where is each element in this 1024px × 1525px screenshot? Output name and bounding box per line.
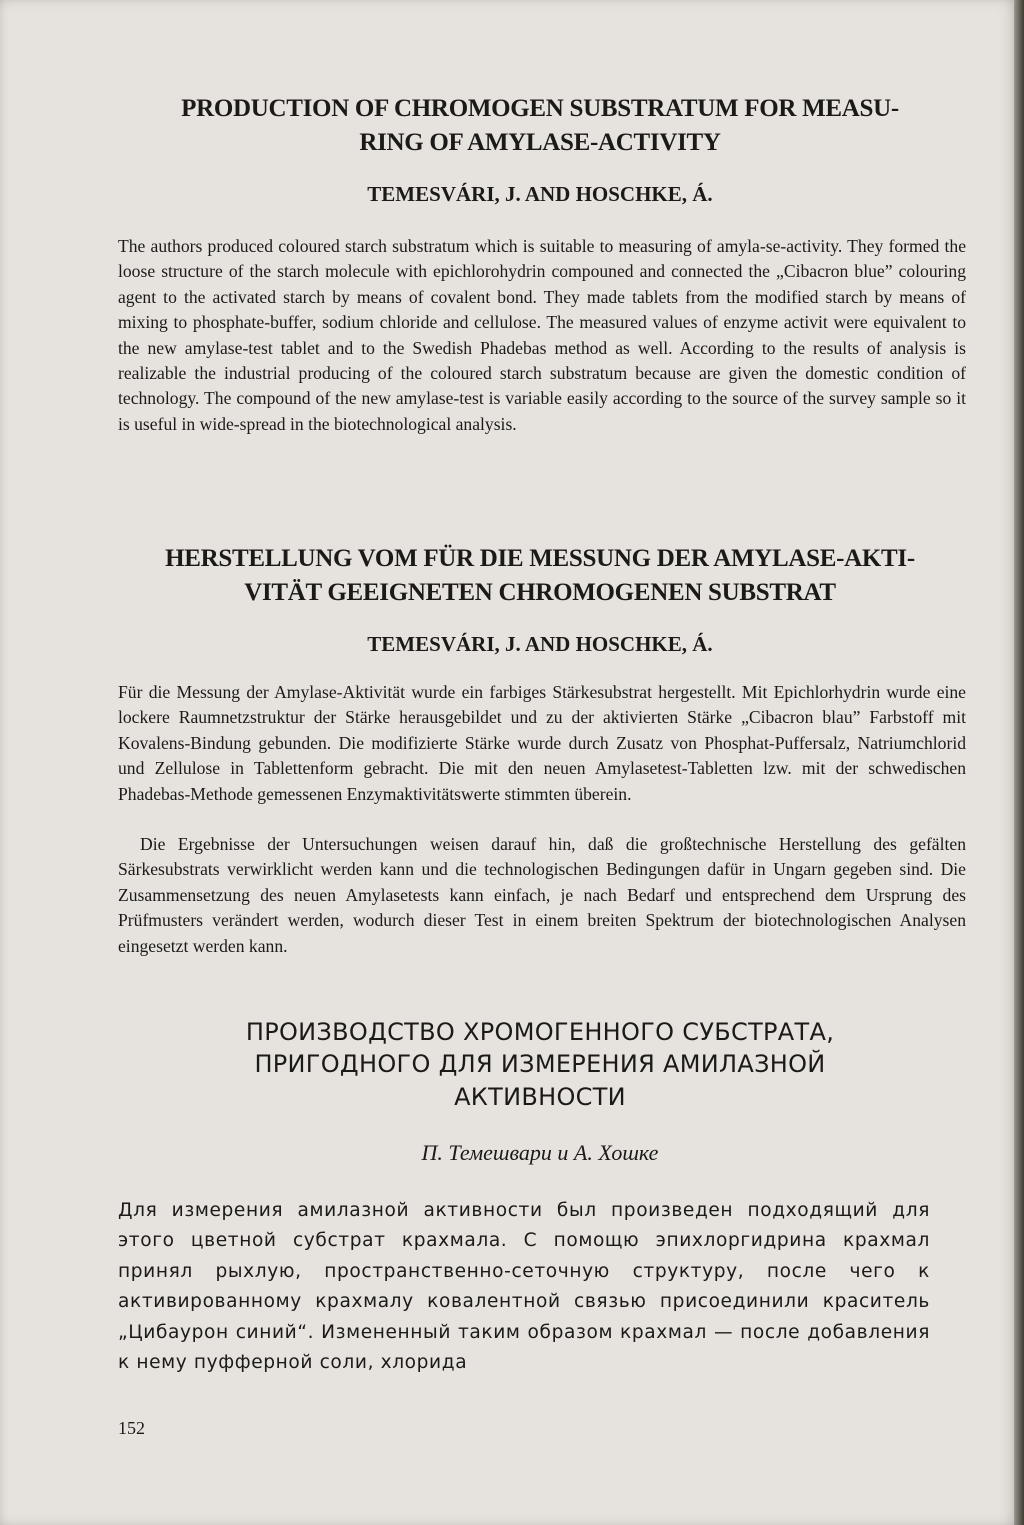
russian-title-line-2: ПРИГОДНОГО ДЛЯ ИЗМЕРЕНИЯ АМИЛАЗНОЙ [254,1050,826,1078]
russian-title-line-1: ПРОИЗВОДСТВО ХРОМОГЕННОГО СУБСТРАТА, [245,1018,835,1046]
german-title-line-1: HERSTELLUNG VOM FÜR DIE MESSUNG DER AMYLASE-AKTI- [165,545,915,572]
german-abstract-paragraph-2: Die Ergebnisse der Untersuchungen weisen darauf hin, daß die großtechnische Herstellung des gefälten Särkesubstrats verwirklicht werden kann und die technologischen Bedingungen dafür in Ungarn gegeben sind. Die Zusammensetzung des neuen Amylasetests kann einfach, je nach Bedarf und entsprechend dem Ursprung des Prüfmusters verändert werden, wodurch dieser Test in einem breiten Spektrum der biotechnologischen Analysen eingesetzt werden kann. [118,834,966,956]
english-authors: TEMESVÁRI, J. AND HOSCHKE, Á. [367,182,713,206]
english-title-line-2: RING OF AMYLASE-ACTIVITY [359,129,721,156]
russian-title-line-3: АКТИВНОСТИ [454,1083,626,1111]
russian-authors: П. Темешвари и А. Хошке [421,1140,659,1165]
russian-abstract: Для измерения амилазной активности был произведен подходящий для этого цветной субстрат крахмала. С помощю эпихлоргидрина крахмал принял рыхлую, пространственно-сеточную структуру, после чего к активированному крахмалу ковалентной связью присоединили краситель „Цибаурон синий“. Измененный таким образом крахмал — после добавления к нему пуфферной соли, хлорида [118,1200,930,1374]
german-authors: TEMESVÁRI, J. AND HOSCHKE, Á. [367,632,713,656]
english-title-line-1: PRODUCTION OF CHROMOGEN SUBSTRATUM FOR MEASU- [181,95,899,122]
page-edge-shadow [1014,0,1024,1525]
german-title-line-2: VITÄT GEEIGNETEN CHROMOGENEN SUBSTRAT [244,579,836,606]
german-abstract-paragraph-1: Für die Messung der Amylase-Aktivität wurde ein farbiges Stärkesubstrat hergestellt. Mit Epichlorhydrin wurde eine lockere Raumnetzstruktur der Stärke herausgebildet und zu der aktivierten Stärke „Cibacron blau” Farbstoff mit Kovalens-Bindung gebunden. Die modifizierte Stärke wurde durch Zusatz von Phosphat-Puffersalz, Natriumchlorid und Zellulose in Tablettenform gebracht. Die mit den neuen Amylasetest-Tabletten lzw. mit der schwedischen Phadebas-Methode gemessenen Enzymaktivitätswerte stimmten überein. [118,682,966,804]
english-abstract: The authors produced coloured starch substratum which is suitable to measuring of amyla-se-activity. They formed the loose structure of the starch molecule with epichlorohydrin compouned and connected the „Cibacron blue” colouring agent to the activated starch by means of covalent bond. They made tablets from the modified starch by means of mixing to phosphate-buffer, sodium chloride and cellulose. The measured values of enzyme activit were equivalent to the new amylase-test tablet and to the Swedish Phadebas method as well. According to the results of analysis is realizable the industrial producing of the coloured starch substratum because are given the domestic condition of technology. The compound of the new amylase-test is variable easily according to the source of the survey sample so it is useful in wide-spread in the biotechnological analysis. [118,236,966,434]
page-number: 152 [118,1418,145,1438]
